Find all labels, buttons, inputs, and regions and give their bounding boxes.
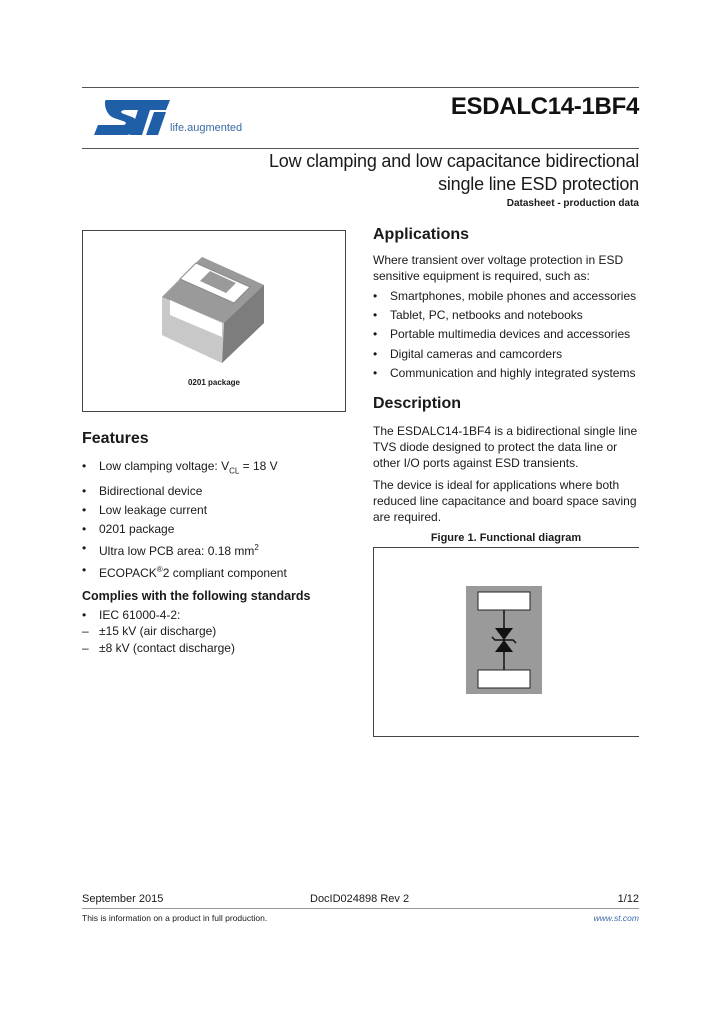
features-heading: Features: [82, 430, 149, 447]
footer-website-link[interactable]: www.st.com: [593, 913, 639, 923]
tvs-diode-symbol-icon: [466, 586, 542, 694]
standard-sub-item: – ±15 kV (air discharge): [82, 623, 352, 640]
application-item: • Portable multimedia devices and accessories: [373, 326, 643, 342]
part-number-title: ESDALC14-1BF4: [450, 93, 639, 120]
footer-production-note: This is information on a product in full production.: [82, 913, 268, 923]
figure-1-caption: Figure 1. Functional diagram: [430, 532, 582, 544]
features-section: [82, 430, 352, 657]
application-item: • Digital cameras and camcorders: [373, 346, 643, 362]
standard-item: • IEC 61000-4-2:: [82, 607, 352, 623]
standards-heading: Complies with the following standards: [82, 589, 311, 604]
description-section: [373, 395, 641, 525]
feature-item: • Bidirectional device: [82, 483, 352, 499]
application-item: • Communication and highly integrated systems: [373, 365, 643, 381]
feature-item: • Ultra low PCB area: 0.18 $mm^2$: [82, 540, 352, 559]
footer-rule: [82, 908, 639, 909]
footer-doc-id: DocID024898 Rev 2: [310, 893, 410, 905]
footer-page-number: 1/12: [617, 893, 639, 905]
features-list: [82, 458, 352, 581]
subtitle-line-2: single line ESD protection: [438, 174, 639, 194]
standard-sub-item: – ±8 kV (contact discharge): [82, 640, 352, 657]
footer-date: September 2015: [82, 893, 164, 905]
logo-tagline: life.augmented: [170, 122, 243, 134]
application-item: • Smartphones, mobile phones and accessories: [373, 288, 643, 304]
application-item: • Tablet, PC, netbooks and notebooks: [373, 307, 643, 323]
datasheet-note: Datasheet - production data: [506, 198, 639, 209]
st-logo-icon: [92, 98, 172, 138]
feature-item: • Low leakage current: [82, 502, 352, 518]
description-para-2: The device is ideal for applications where both reduced line capacitance and board space saving are required.: [373, 478, 637, 524]
applications-heading: Applications: [373, 226, 470, 243]
description-para-1: The ESDALC14-1BF4 is a bidirectional single line TVS diode designed to protect the data line or other I/O ports against ESD transients.: [373, 424, 638, 470]
header-top-rule: [82, 87, 639, 88]
feature-item: • 0201 package: [82, 521, 352, 537]
applications-list: [373, 288, 643, 381]
header-bottom-rule: [82, 148, 639, 149]
applications-intro: Where transient over voltage protection in ESD sensitive equipment is required, such as:: [373, 253, 624, 283]
package-caption: 0201 package: [187, 378, 241, 387]
package-illustration: [160, 255, 270, 365]
description-heading: Description: [373, 395, 462, 412]
subtitle-line-1: Low clamping and low capacitance bidirectional: [268, 151, 639, 171]
feature-item: • Low clamping voltage: $V_{CL} = 18$ V: [82, 458, 352, 479]
applications-section: [373, 226, 643, 384]
feature-item: • ECOPACK®2 compliant component: [82, 562, 352, 581]
standards-list: [82, 607, 352, 623]
